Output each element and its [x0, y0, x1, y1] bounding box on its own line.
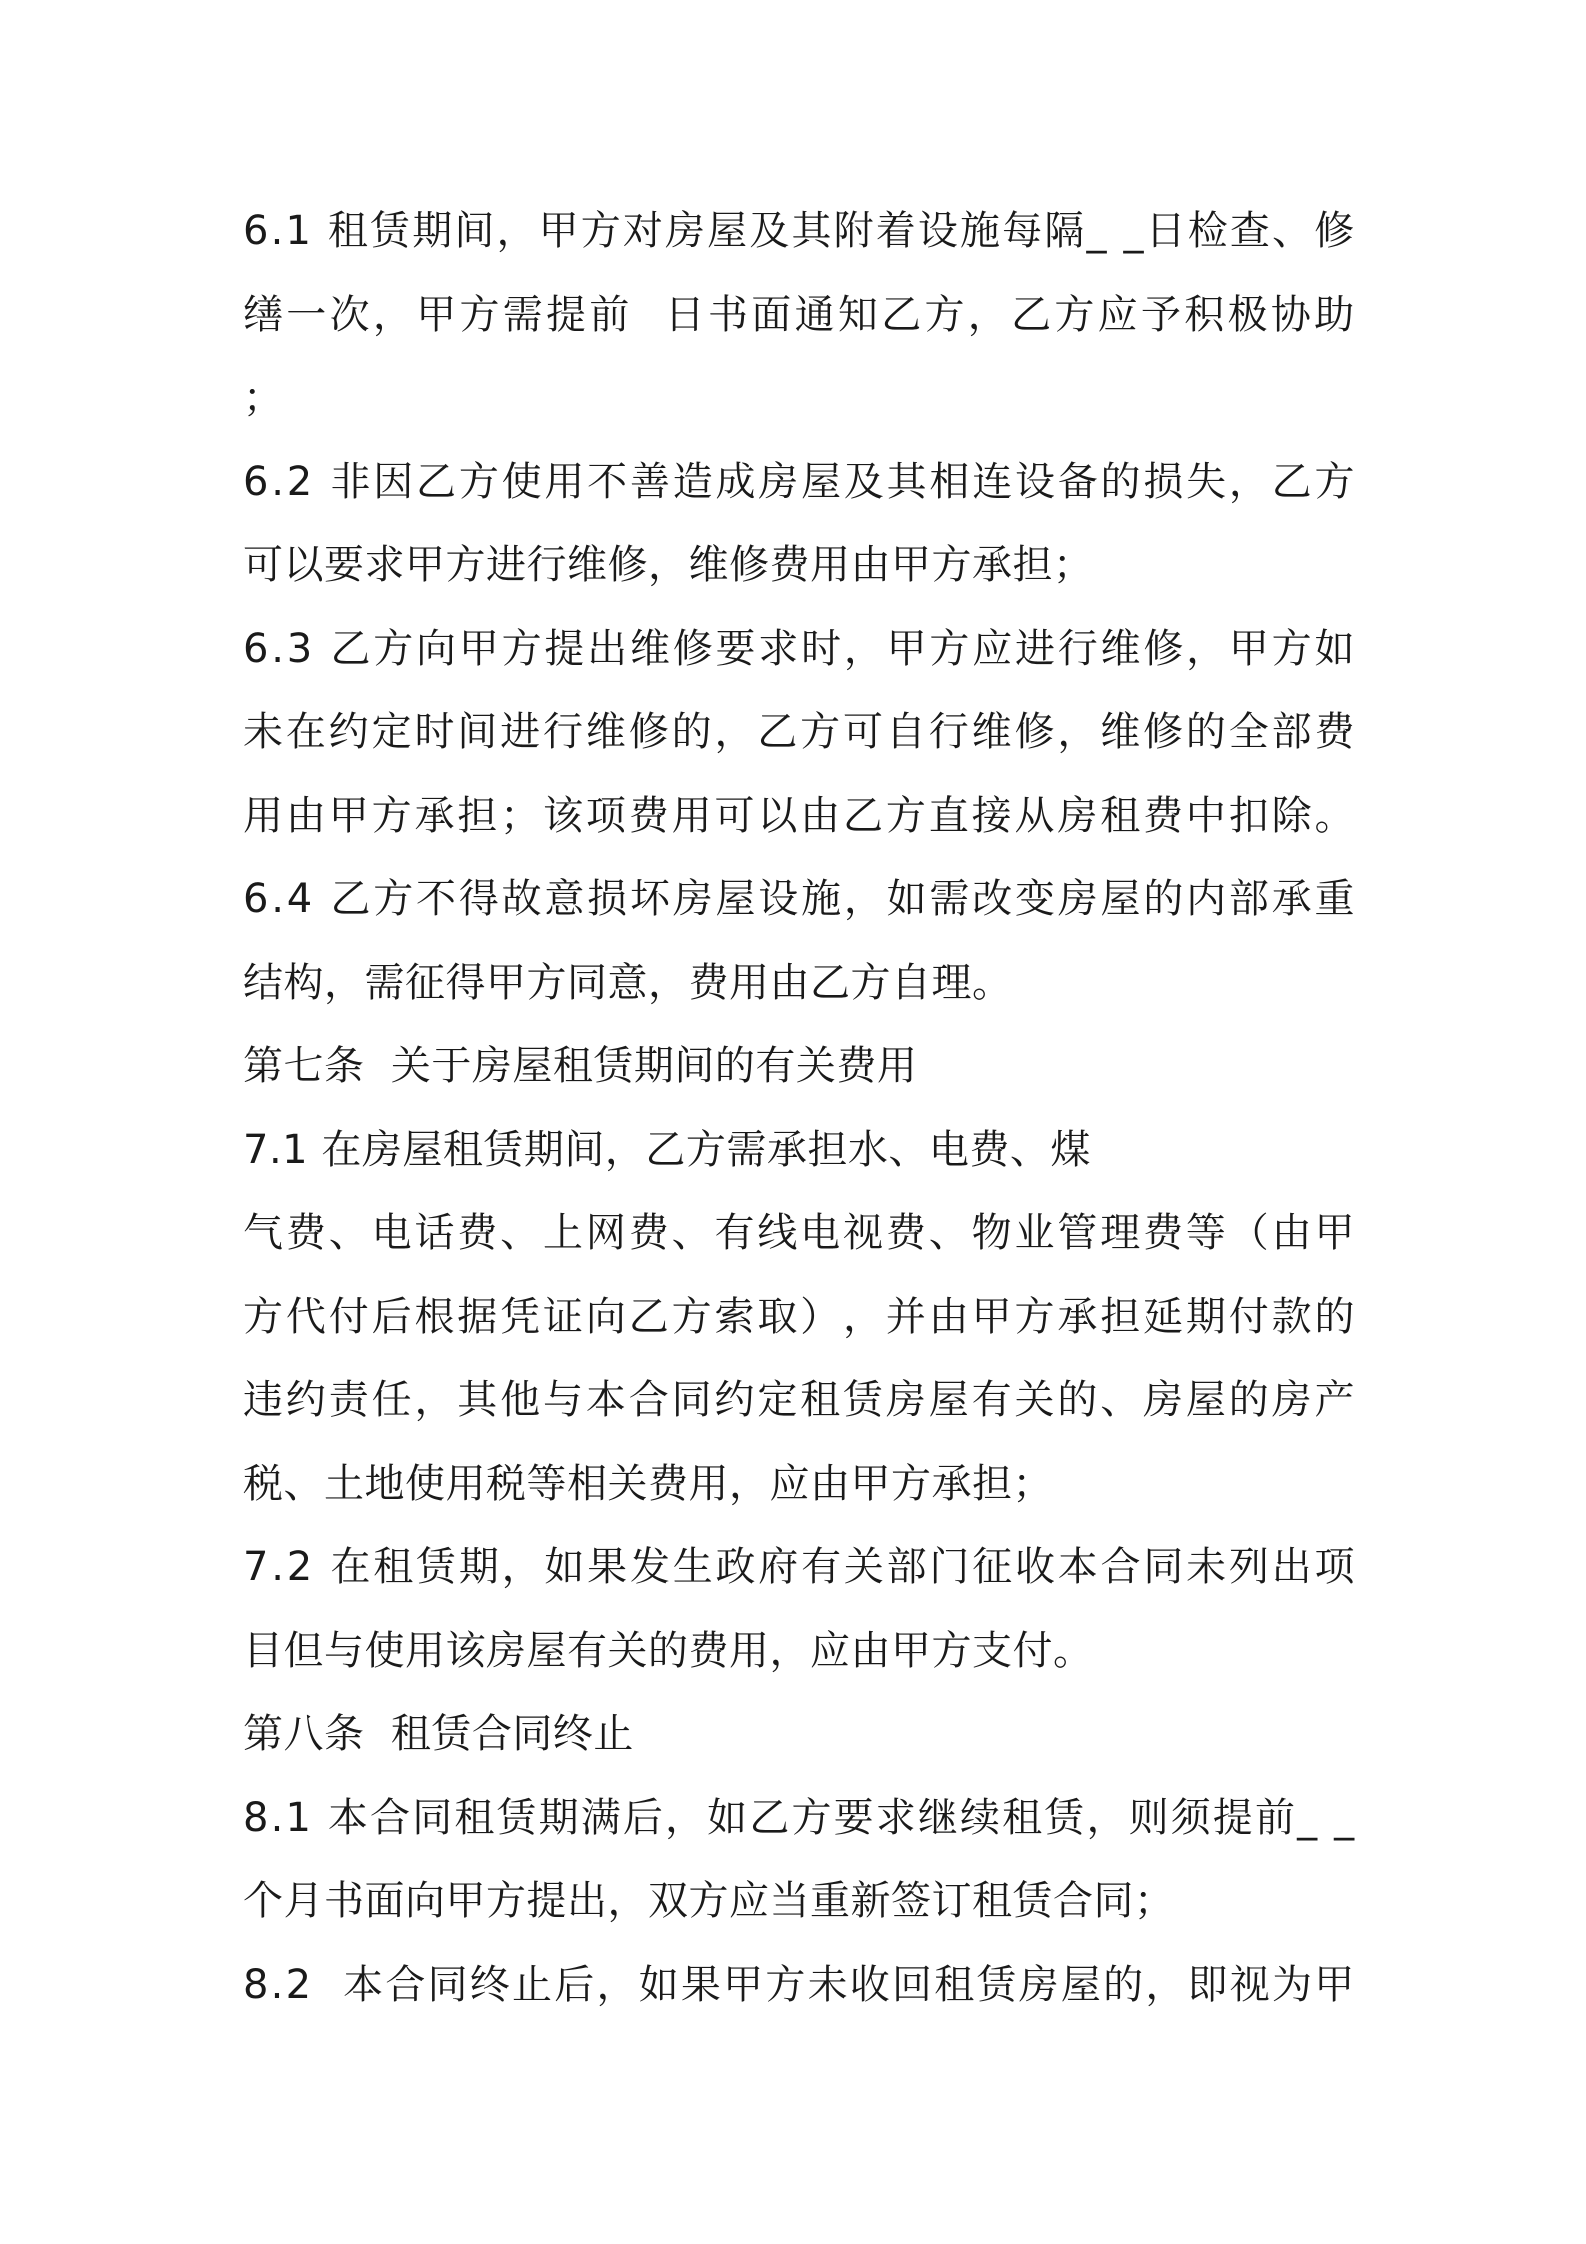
text-line: 8 . 1 本 合 同 租 赁 期 满 后 ， 如 乙 方 要 求 继 续 租 赁 ， 则 须 提 前 _ _ [243, 1794, 1355, 1841]
text-line: 可以要求甲方进行维修，维修费用由甲方承担； [243, 542, 1094, 588]
section-heading: 第八条 租赁合同终止 [243, 1711, 634, 1757]
text-line: 7.1 在房屋租赁期间，乙方需承担水、电费、煤 [243, 1126, 1091, 1173]
text-line: 违 约 责 任 ， 其 他 与 本 合 同 约 定 租 赁 房 屋 有 关 的 、 房 屋 的 房 产 [243, 1377, 1355, 1423]
text-line: ； [243, 375, 284, 421]
text-line: 用 由 甲 方 承 担 ； 该 项 费 用 可 以 由 乙 方 直 接 从 房 租 费 中 扣 除 。 [243, 792, 1355, 839]
text-line: 6 . 1 租 赁 期 间 ， 甲 方 对 房 屋 及 其 附 着 设 施 每 隔 _ _ 日 检 查 、 修 [243, 208, 1355, 254]
text-line: 个月书面向甲方提出，双方应当重新签订租赁合同； [243, 1878, 1175, 1924]
text-line: 8 . 2 本 合 同 终 止 后 ， 如 果 甲 方 未 收 回 租 赁 房 屋 的 ， 即 视 为 甲 [243, 1961, 1355, 2008]
text-line: 7 . 2 在 租 赁 期 ， 如 果 发 生 政 府 有 关 部 门 征 收 本 合 同 未 列 出 项 [243, 1544, 1355, 1590]
document-body [243, 190, 1363, 2027]
text-line: 方 代 付 后 根 据 凭 证 向 乙 方 索 取 ） ， 并 由 甲 方 承 担 延 期 付 款 的 [243, 1293, 1355, 1340]
text-line: 未 在 约 定 时 间 进 行 维 修 的 ， 乙 方 可 自 行 维 修 ， 维 修 的 全 部 费 [243, 709, 1355, 755]
text-line: 目但与使用该房屋有关的费用，应由甲方支付。 [243, 1627, 1094, 1674]
text-line: 6 . 3 乙 方 向 甲 方 提 出 维 修 要 求 时 ， 甲 方 应 进 行 维 修 ， 甲 方 如 [243, 625, 1355, 672]
section-heading: 第七条 关于房屋租赁期间的有关费用 [243, 1043, 918, 1089]
text-line: 6 . 4 乙 方 不 得 故 意 损 坏 房 屋 设 施 ， 如 需 改 变 房 屋 的 内 部 承 重 [243, 876, 1355, 922]
text-line: 6 . 2 非 因 乙 方 使 用 不 善 造 成 房 屋 及 其 相 连 设 备 的 损 失 ， 乙 方 [243, 458, 1355, 505]
text-line: 气 费 、 电 话 费 、 上 网 费 、 有 线 电 视 费 、 物 业 管 理 费 等 （ 由 甲 [243, 1210, 1355, 1256]
text-line: 税、土地使用税等相关费用，应由甲方承担； [243, 1460, 1053, 1507]
text-line: 结构，需征得甲方同意，费用由乙方自理。 [243, 959, 1013, 1006]
text-line: 缮 一 次 ， 甲 方 需 提 前 日 书 面 通 知 乙 方 ， 乙 方 应 予 积 极 协 助 [243, 291, 1355, 338]
